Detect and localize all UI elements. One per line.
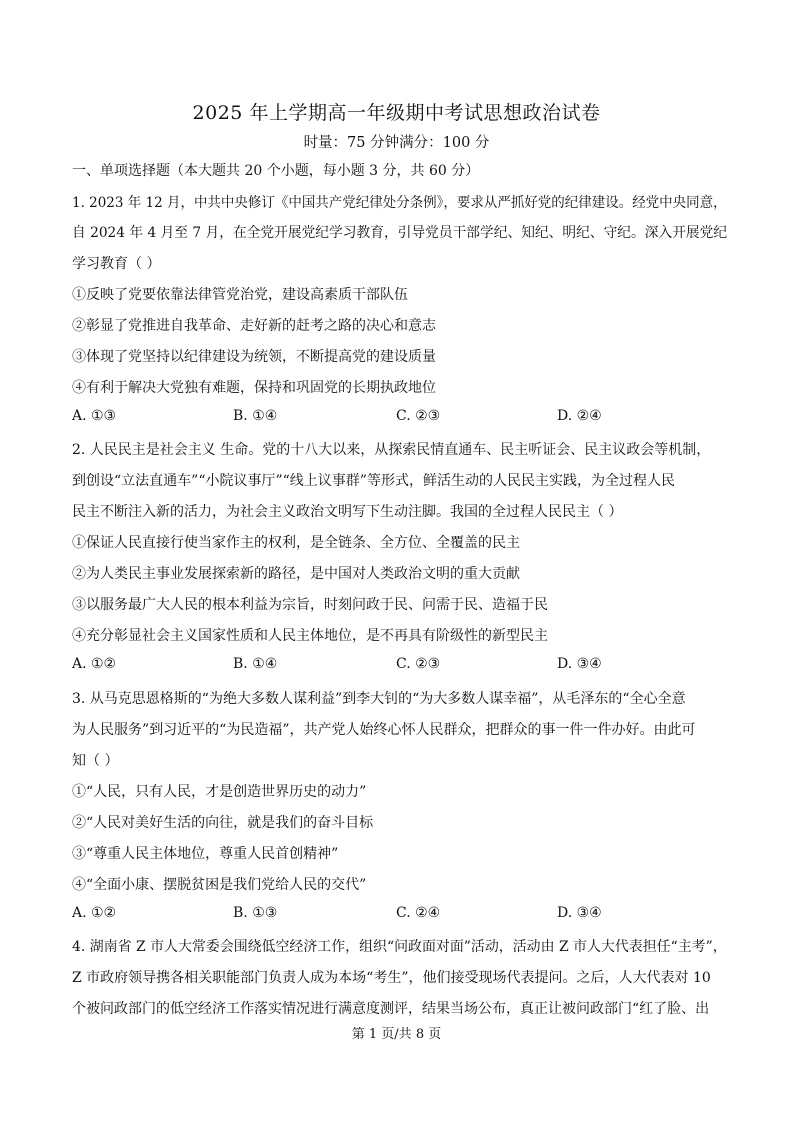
question-2-line-2: 到创设“立法直通车”“小院议事厅”“线上议事群”等形式，鲜活生动的人民民主实践，为全过程人民 [72, 473, 675, 489]
section-heading: 一、单项选择题（本大题共 20 个小题，每小题 3 分，共 60 分） [72, 163, 480, 179]
page-number: 第 1 页/共 8 页 [351, 1027, 442, 1042]
question-3-option-c: C. ②④ [396, 905, 441, 921]
question-3-item-3: ③“尊重人民主体地位，尊重人民首创精神” [72, 846, 339, 862]
question-1-line-1: 1. 2023 年 12 月，中共中央修订《中国共产党纪律处分条例》，要求从严抓好党的纪律建设。经党中央同意， [72, 195, 727, 211]
question-1-item-4: ④有利于解决大党独有难题，保持和巩固党的长期执政地位 [72, 380, 436, 396]
question-4-line-2: Z 市政府领导携各相关职能部门负责人成为本场“考生”，他们接受现场代表提问。之后，人大代表对 10 [72, 970, 711, 986]
question-3-option-b: B. ①③ [233, 905, 278, 921]
exam-title: 2025 年上学期高一年级期中考试思想政治试卷 [192, 102, 601, 124]
question-2-item-4: ④充分彰显社会主义国家性质和人民主体地位，是不再具有阶级性的新型民主 [72, 628, 548, 644]
question-1-option-c: C. ②③ [396, 408, 441, 424]
question-4-line-3: 个被问政部门的低空经济工作落实情况进行满意度测评，结果当场公布，真正让被问政部门“红了脸、出 [72, 1001, 710, 1017]
question-2-item-1: ①保证人民直接行使当家作主的权利，是全链条、全方位、全覆盖的民主 [72, 535, 520, 551]
question-3-item-1: ①“人民，只有人民，才是创造世界历史的动力” [72, 784, 367, 800]
question-3-item-4: ④“全面小康、摆脱贫困是我们党给人民的交代” [72, 877, 367, 893]
question-2-item-2: ②为人类民主事业发展探索新的路径，是中国对人类政治文明的重大贡献 [72, 566, 520, 582]
question-3-item-2: ②“人民对美好生活的向往，就是我们的奋斗目标 [72, 815, 374, 831]
question-1-option-d: D. ②④ [557, 408, 602, 424]
question-1-option-b: B. ①④ [233, 408, 278, 424]
question-3-option-a: A. ①② [72, 905, 117, 921]
question-1-item-3: ③体现了党坚持以纪律建设为统领，不断提高党的建设质量 [72, 349, 436, 365]
question-1-item-2: ②彰显了党推进自我革命、走好新的赶考之路的决心和意志 [72, 318, 436, 334]
question-1-line-2: 自 2024 年 4 月至 7 月，在全党开展党纪学习教育，引导党员干部学纪、知纪、明纪、守纪。深入开展党纪 [72, 225, 728, 241]
question-1-line-3: 学习教育（ ） [72, 256, 161, 272]
question-3-line-3: 知（ ） [72, 753, 119, 769]
question-2-option-d: D. ③④ [557, 656, 602, 672]
question-2-item-3: ③以服务最广大人民的根本利益为宗旨，时刻问政于民、问需于民、造福于民 [72, 597, 548, 613]
question-1-item-1: ①反映了党要依靠法律管党治党，建设高素质干部队伍 [72, 287, 408, 303]
exam-time-score: 时量：75 分钟满分：100 分 [303, 135, 490, 151]
question-2-option-b: B. ①④ [233, 656, 278, 672]
question-3-line-1: 3. 从马克思恩格斯的“为绝大多数人谋利益”到李大钊的“为大多数人谋幸福”，从毛泽东的“全心全意 [72, 691, 686, 707]
question-3-option-d: D. ③④ [557, 905, 602, 921]
question-3-line-2: 为人民服务”到习近平的“为民造福”，共产党人始终心怀人民群众，把群众的事一件一件办好。由此可 [72, 722, 696, 738]
question-2-option-a: A. ①② [72, 656, 117, 672]
question-2-option-c: C. ②③ [396, 656, 441, 672]
question-2-line-1: 2. 人民民主是社会主义 生命。党的十八大以来，从探索民情直通车、民主听证会、民主议政会等机制， [72, 442, 711, 458]
question-1-option-a: A. ①③ [72, 408, 117, 424]
question-4-line-1: 4. 湖南省 Z 市人大常委会围绕低空经济工作，组织“问政面对面”活动，活动由 Z 市人大代表担任“主考”， [72, 939, 727, 955]
question-2-line-3: 民主不断注入新的活力，为社会主义政治文明写下生动注脚。我国的全过程人民民主（ ） [72, 504, 623, 520]
